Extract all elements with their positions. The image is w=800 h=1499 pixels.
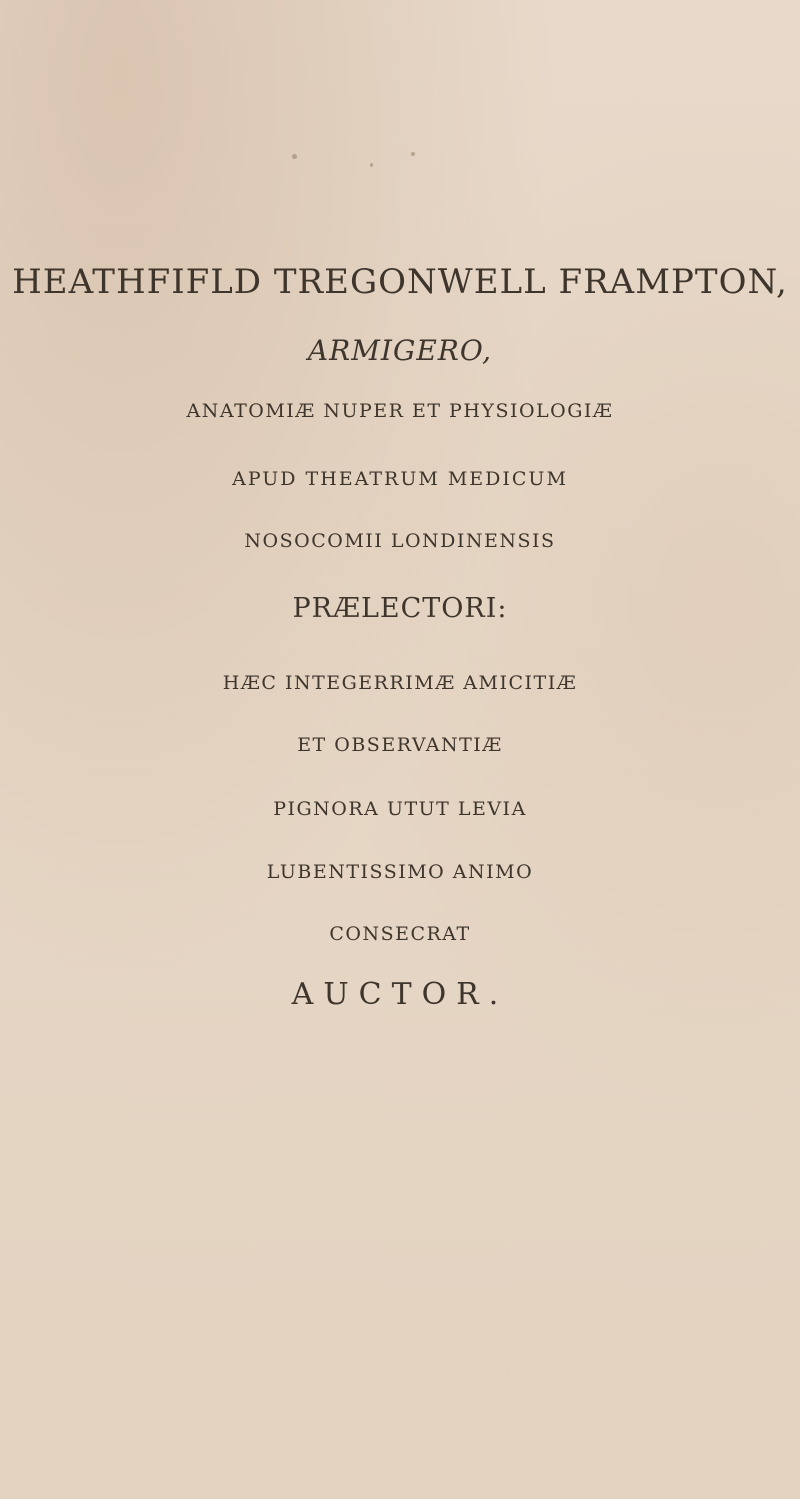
dedication-line: CONSECRAT xyxy=(329,923,471,945)
ink-speck xyxy=(370,163,373,167)
dedication-line: APUD THEATRUM MEDICUM xyxy=(232,468,568,490)
dedicatee-title: ARMIGERO, xyxy=(307,334,493,367)
dedication-line: PIGNORA UTUT LEVIA xyxy=(273,798,527,820)
dedication-line: ANATOMIÆ NUPER ET PHYSIOLOGIÆ xyxy=(186,400,614,422)
dedication-line: HÆC INTEGERRIMÆ AMICITIÆ xyxy=(222,672,578,694)
author-signature: AUCTOR. xyxy=(291,977,509,1012)
ink-speck xyxy=(292,154,297,159)
dedication-line-praelectori: PRÆLECTORI: xyxy=(292,593,508,624)
dedicatee-name: HEATHFIFLD TREGONWELL FRAMPTON, xyxy=(12,262,788,302)
dedication-line: NOSOCOMII LONDINENSIS xyxy=(244,530,556,552)
dedication-line: ET OBSERVANTIÆ xyxy=(297,734,503,756)
dedication-line: LUBENTISSIMO ANIMO xyxy=(266,861,534,883)
ink-speck xyxy=(411,152,415,156)
